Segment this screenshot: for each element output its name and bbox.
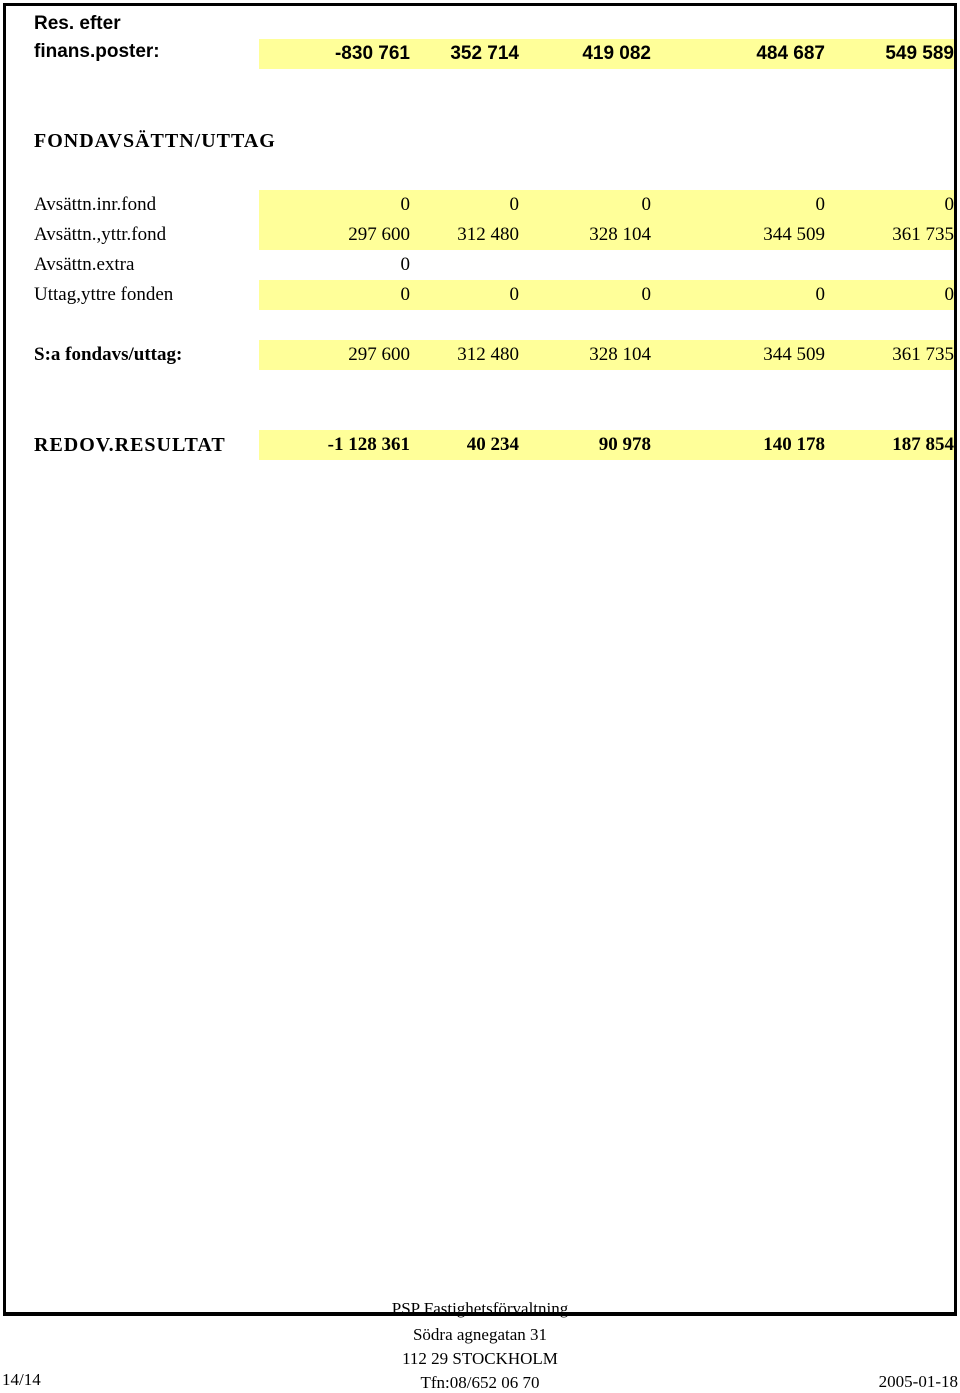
value-cell: 328 104 <box>589 344 651 365</box>
value-cell: -830 761 <box>334 43 410 64</box>
row-label: Avsättn.,yttr.fond <box>34 224 167 245</box>
value-cell: 0 <box>944 284 954 305</box>
highlight-band <box>259 190 954 220</box>
value-cell: 0 <box>815 284 825 305</box>
value-cell: -1 128 361 <box>327 434 410 455</box>
value-cell: 297 600 <box>348 344 410 365</box>
value-cell: 0 <box>641 194 651 215</box>
row-label: S:a fondavs/uttag: <box>34 344 183 365</box>
value-cell: 0 <box>400 194 410 215</box>
value-cell: 40 234 <box>466 434 519 455</box>
value-cell: 0 <box>509 284 519 305</box>
row-label: REDOV.RESULTAT <box>34 434 226 456</box>
sum-fondavs-row <box>6 340 954 370</box>
footer-phone: Tfn:08/652 06 70 <box>420 1373 540 1392</box>
res-efter-label-line2: finans.poster: <box>34 41 160 62</box>
footer-date: 2005-01-18 <box>878 1372 958 1391</box>
row-label: Uttag,yttre fonden <box>34 284 174 305</box>
section-title: FONDAVSÄTTN/UTTAG <box>34 130 276 152</box>
value-cell: 90 978 <box>598 434 651 455</box>
value-cell: 0 <box>815 194 825 215</box>
redov-resultat-row <box>6 430 954 460</box>
avsattn-inr-row <box>6 190 954 220</box>
value-cell: 140 178 <box>763 434 825 455</box>
value-cell: 0 <box>509 194 519 215</box>
avsattn-extra-row <box>6 250 954 280</box>
value-cell: 0 <box>400 284 410 305</box>
value-cell: 344 509 <box>763 224 825 245</box>
value-cell: 0 <box>641 284 651 305</box>
footer-city: 112 29 STOCKHOLM <box>402 1349 558 1368</box>
value-cell: 0 <box>400 254 410 275</box>
footer-street: Södra agnegatan 31 <box>412 1325 548 1344</box>
value-cell: 352 714 <box>450 43 519 64</box>
value-cell: 0 <box>944 194 954 215</box>
value-cell: 361 735 <box>892 344 954 365</box>
value-cell: 484 687 <box>756 43 825 64</box>
value-cell: 419 082 <box>582 43 651 64</box>
highlight-band <box>259 280 954 310</box>
value-cell: 549 589 <box>885 43 954 64</box>
report-frame <box>3 3 957 1316</box>
value-cell: 312 480 <box>457 224 519 245</box>
uttag-yttre-row <box>6 280 954 310</box>
value-cell: 328 104 <box>589 224 651 245</box>
value-cell: 297 600 <box>348 224 410 245</box>
footer-page-number: 14/14 <box>2 1370 41 1389</box>
footer-company: PSP Fastighetsförvaltning <box>391 1299 569 1318</box>
value-cell: 187 854 <box>892 434 954 455</box>
row-label: Avsättn.inr.fond <box>34 194 157 215</box>
res-efter-label-line1: Res. efter <box>34 13 121 34</box>
value-cell: 361 735 <box>892 224 954 245</box>
value-cell: 312 480 <box>457 344 519 365</box>
row-label: Avsättn.extra <box>34 254 135 275</box>
res-efter-row <box>6 39 954 69</box>
value-cell: 344 509 <box>763 344 825 365</box>
avsattn-yttr-row <box>6 220 954 250</box>
